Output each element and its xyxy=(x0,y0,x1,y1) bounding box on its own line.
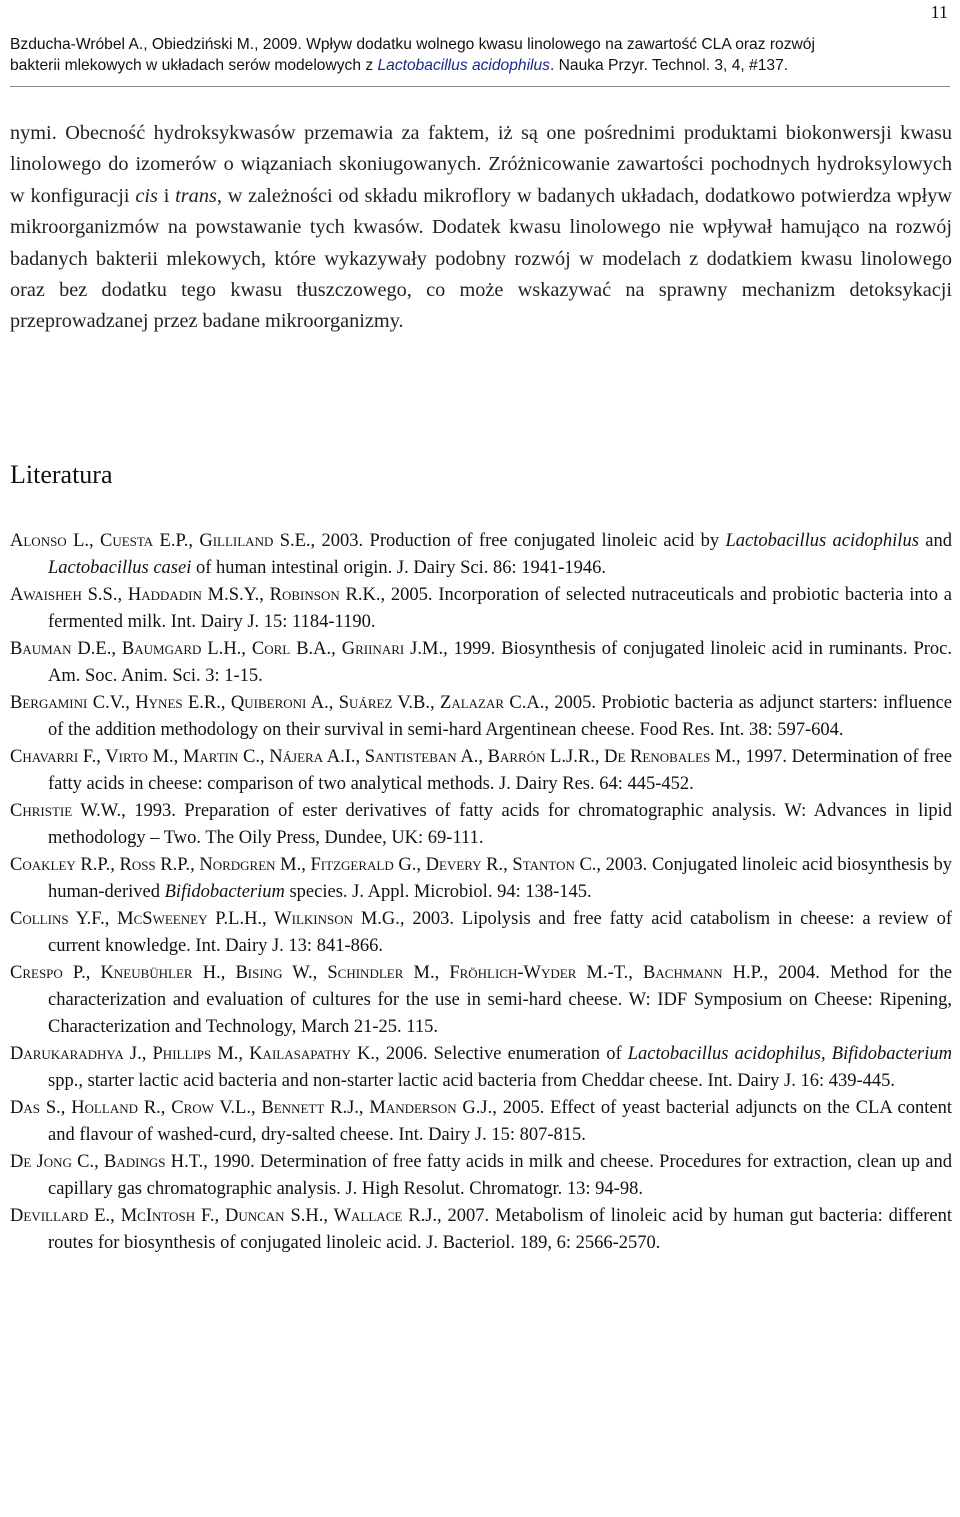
reference-item xyxy=(10,852,952,906)
body-italic-trans: trans xyxy=(175,184,217,207)
header-line-2 xyxy=(10,55,910,76)
reference-item xyxy=(10,1041,952,1095)
reference-text: Determination of free fatty acids in cheese: comparison of two analytical methods. J. Dairy Res. 64: 445-452. xyxy=(48,747,952,794)
reference-italic: Lactobacillus acidophilus xyxy=(627,1044,821,1064)
reference-item xyxy=(10,906,952,960)
reference-text: , xyxy=(820,1044,832,1064)
header-line-1: Bzducha-Wróbel A., Obiedziński M., 2009. Wpływ dodatku wolnego kwasu linolowego na zawartość CLA oraz rozwój xyxy=(10,36,815,53)
reference-item xyxy=(10,690,952,744)
reference-authors: Bauman D.E., Baumgard L.H., Corl B.A., Griinari J.M., 1999. xyxy=(10,639,496,659)
reference-authors: Collins Y.F., McSweeney P.L.H., Wilkinson M.G., 2003. xyxy=(10,909,454,929)
page-number: 11 xyxy=(930,2,948,22)
reference-authors: Christie W.W., 1993. xyxy=(10,801,176,821)
reference-authors: Chavarri F., Virto M., Martin C., Nájera A.I., Santisteban A., Barrón L.J.R., De Renobales M., 1997. xyxy=(10,747,787,767)
reference-authors: Das S., Holland R., Crow V.L., Bennett R.J., Manderson G.J., 2005. xyxy=(10,1098,545,1118)
section-heading: Literatura xyxy=(10,460,113,489)
reference-text: Preparation of ester derivatives of fatty acids for chromatographic analysis. W: Advances in lipid methodology – Two. The Oily Press, Dundee, UK: 69-111. xyxy=(48,801,952,848)
reference-text: Effect of yeast bacterial adjuncts on the CLA content and flavour of washed-curd, dry-salted cheese. Int. Dairy J. 15: 807-815. xyxy=(48,1098,952,1145)
reference-item xyxy=(10,1149,952,1203)
reference-item xyxy=(10,528,952,582)
reference-text: Method for the characterization and evaluation of cultures for the use in semi-hard cheese. W: IDF Symposium on Cheese: Ripening, Characterization and Technology, March 21-25. 115. xyxy=(48,963,952,1037)
reference-text: Probiotic bacteria as adjunct starters: influence of the addition methodology on their survival in semi-hard Argentinean cheese. Food Res. Int. 38: 597-604. xyxy=(48,693,953,740)
body-paragraph xyxy=(10,118,952,338)
body-text-part: , w zależności od składu mikroflory w badanych układach, dodatkowo potwierdza wpływ mikroorganizmów na powstawanie tych kwasów. Dodatek kwasu linolowego nie wpływał hamująco na rozwój badanych bakterii mlekowych, które wykazywały podobny rozwój w modelach z dodatkiem kwasu linolowego oraz bez dodatku tego kwasu tłuszczowego, co może wskazywać na sprawny mechanizm detoksykacji przeprowadzanej przez badane mikroorganizmy. xyxy=(10,184,953,333)
reference-text: species. J. Appl. Microbiol. 94: 138-145. xyxy=(284,882,592,902)
reference-text: Lipolysis and free fatty acid catabolism in cheese: a review of current knowledge. Int. Dairy J. 13: 841-866. xyxy=(48,909,952,956)
reference-item xyxy=(10,744,952,798)
reference-italic: Bifidobacterium xyxy=(831,1044,952,1064)
reference-authors: Crespo P., Kneubühler H., Bising W., Schindler M., Fröhlich-Wyder M.-T., Bachmann H.P., 2004. xyxy=(10,963,820,983)
reference-italic: Lactobacillus casei xyxy=(48,558,192,578)
reference-text: Production of free conjugated linoleic acid by xyxy=(363,531,726,551)
body-text xyxy=(10,118,952,338)
body-text-part: i xyxy=(157,184,176,207)
reference-text: Incorporation of selected nutraceuticals and probiotic bacteria into a fermented milk. Int. Dairy J. 15: 1184-1190. xyxy=(48,585,952,632)
reference-item xyxy=(10,960,952,1041)
reference-authors: Alonso L., Cuesta E.P., Gilliland S.E., 2003. xyxy=(10,531,364,551)
header-citation: . Nauka Przyr. Technol. 3, 4, #137. xyxy=(549,57,789,74)
body-text-part: nymi. Obecność hydroksykwasów przemawia za faktem, iż są one pośrednimi produktami biokonwersji kwasu linolowego do izomerów o wiązaniach skoniugowanych. Zróżnicowanie zawartości pochodnych hydroksylowych w konfiguracji xyxy=(10,122,952,207)
reference-text: Biosynthesis of conjugated linoleic acid in ruminants. Proc. Am. Soc. Anim. Sci. 3: 1-15. xyxy=(48,639,953,686)
reference-authors: Bergamini C.V., Hynes E.R., Quiberoni A., Suárez V.B., Zalazar C.A., 2005. xyxy=(10,693,597,713)
reference-item xyxy=(10,1203,952,1257)
body-italic-cis: cis xyxy=(135,184,158,207)
reference-text: Metabolism of linoleic acid by human gut bacteria: different routes for biosynthesis of conjugated linoleic acid. J. Bacteriol. 189, 6: 2566-2570. xyxy=(48,1206,952,1253)
reference-authors: Awaisheh S.S., Haddadin M.S.Y., Robinson R.K., 2005. xyxy=(10,585,433,605)
reference-italic: Lactobacillus acidophilus xyxy=(725,531,919,551)
header-species: Lactobacillus acidophilus xyxy=(377,57,550,74)
reference-item xyxy=(10,636,952,690)
header-text: bakterii mlekowych w układach serów modelowych z xyxy=(10,57,378,74)
reference-item xyxy=(10,798,952,852)
reference-authors: De Jong C., Badings H.T., 1990. xyxy=(10,1152,255,1172)
reference-text: Conjugated linoleic acid biosynthesis by human-derived xyxy=(48,855,953,902)
reference-text: Selective enumeration of xyxy=(427,1044,628,1064)
reference-text: and xyxy=(918,531,952,551)
header-divider xyxy=(10,86,950,87)
reference-list xyxy=(10,528,952,1257)
reference-item xyxy=(10,582,952,636)
running-header xyxy=(10,34,910,76)
reference-text: Determination of free fatty acids in milk and cheese. Procedures for extraction, clean up and capillary gas chromatographic analysis. J. High Resolut. Chromatogr. 13: 94-98. xyxy=(48,1152,953,1199)
reference-item xyxy=(10,1095,952,1149)
reference-authors: Devillard E., McIntosh F., Duncan S.H., Wallace R.J., 2007. xyxy=(10,1206,490,1226)
reference-authors: Coakley R.P., Ross R.P., Nordgren M., Fitzgerald G., Devery R., Stanton C., 2003. xyxy=(10,855,648,875)
reference-text: of human intestinal origin. J. Dairy Sci. 86: 1941-1946. xyxy=(191,558,607,578)
reference-italic: Bifidobacterium xyxy=(164,882,285,902)
reference-authors: Darukaradhya J., Phillips M., Kailasapathy K., 2006. xyxy=(10,1044,428,1064)
reference-text: spp., starter lactic acid bacteria and non-starter lactic acid bacteria from Cheddar cheese. Int. Dairy J. 16: 439-445. xyxy=(48,1071,896,1091)
